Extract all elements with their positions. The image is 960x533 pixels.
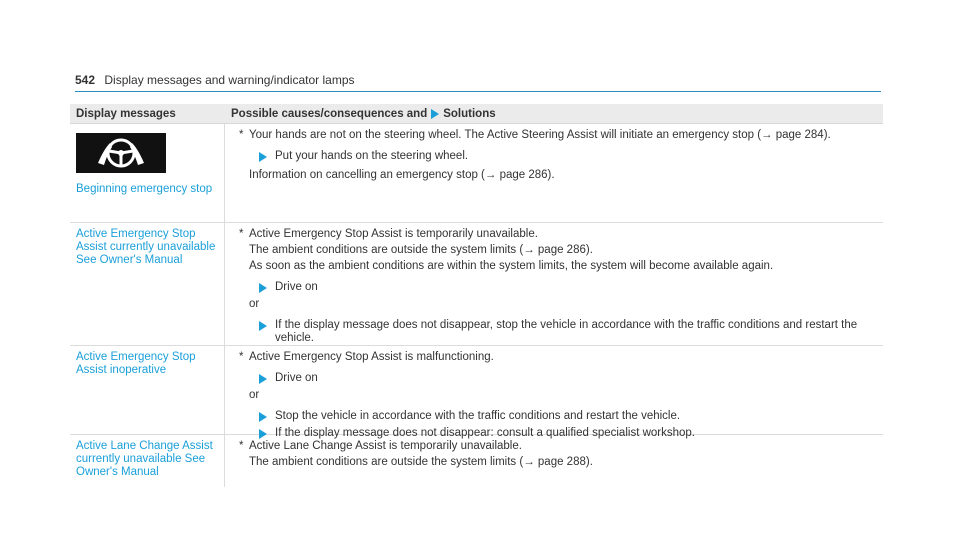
display-messages-table <box>70 104 883 487</box>
detail-text: The ambient conditions are outside the system limits (→ page 288). <box>249 456 593 468</box>
cause-text: * Active Emergency Stop Assist is temporarily unavailable. <box>239 228 538 240</box>
play-arrow-icon <box>259 283 267 293</box>
page-number: 542 <box>75 73 96 87</box>
message-cell <box>70 223 225 345</box>
table-row <box>70 346 883 439</box>
cause-text: * Active Emergency Stop Assist is malfunctioning. <box>239 351 494 363</box>
message-cell <box>70 124 225 222</box>
col-header-causes <box>225 108 883 120</box>
play-arrow-icon <box>431 109 439 119</box>
page-header <box>75 73 355 87</box>
message-text: Active Emergency Stop Assist inoperative <box>76 351 196 376</box>
page-header-title: Display messages and warning/indicator lamps <box>104 73 355 87</box>
play-arrow-icon <box>259 152 267 162</box>
message-text: Active Emergency Stop Assist currently unavailable See Owner's Manual <box>76 228 216 266</box>
solution-cell <box>225 124 883 222</box>
play-arrow-icon <box>259 321 267 331</box>
or-text: or <box>249 298 260 310</box>
message-text: Active Lane Change Assist currently unavailable See Owner's Manual <box>76 440 213 478</box>
table-row <box>70 435 883 487</box>
cause-text: * Active Lane Change Assist is temporarily unavailable. <box>239 440 522 452</box>
hands-on-steering-wheel-icon <box>76 133 166 173</box>
cause-text: * Your hands are not on the steering wheel. The Active Steering Assist will initiate an emergency stop (→ page 284). <box>239 129 831 141</box>
col-header-causes-label: Possible causes/consequences and <box>231 107 428 120</box>
solution-cell <box>225 435 883 487</box>
table-row <box>70 124 883 223</box>
solution-cell <box>225 346 883 439</box>
info-text: Information on cancelling an emergency stop (→ page 286). <box>249 169 555 181</box>
detail-text: As soon as the ambient conditions are within the system limits, the system will become available again. <box>249 260 774 272</box>
detail-text: The ambient conditions are outside the system limits (→ page 286). <box>249 244 593 256</box>
play-arrow-icon <box>259 374 267 384</box>
solution-step: If the display message does not disappear: consult a qualified specialist workshop. <box>249 427 877 440</box>
message-text: Beginning emergency stop <box>76 183 213 195</box>
solution-step: Stop the vehicle in accordance with the traffic conditions and restart the vehicle. <box>249 410 877 423</box>
play-arrow-icon <box>259 412 267 422</box>
header-divider <box>75 91 881 92</box>
or-text: or <box>249 389 260 401</box>
message-cell <box>70 346 225 434</box>
solution-step: Drive on <box>249 372 877 385</box>
solution-step: Put your hands on the steering wheel. <box>249 150 877 163</box>
solution-cell <box>225 223 883 345</box>
table-row <box>70 223 883 346</box>
table-header-row <box>70 104 883 124</box>
col-header-solutions-label: Solutions <box>443 107 496 120</box>
col-header-messages: Display messages <box>76 107 176 120</box>
message-cell <box>70 435 225 487</box>
solution-step: Drive on <box>249 281 877 294</box>
solution-step: If the display message does not disappear, stop the vehicle in accordance with the traffic conditions and restart the vehicle. <box>249 319 877 345</box>
